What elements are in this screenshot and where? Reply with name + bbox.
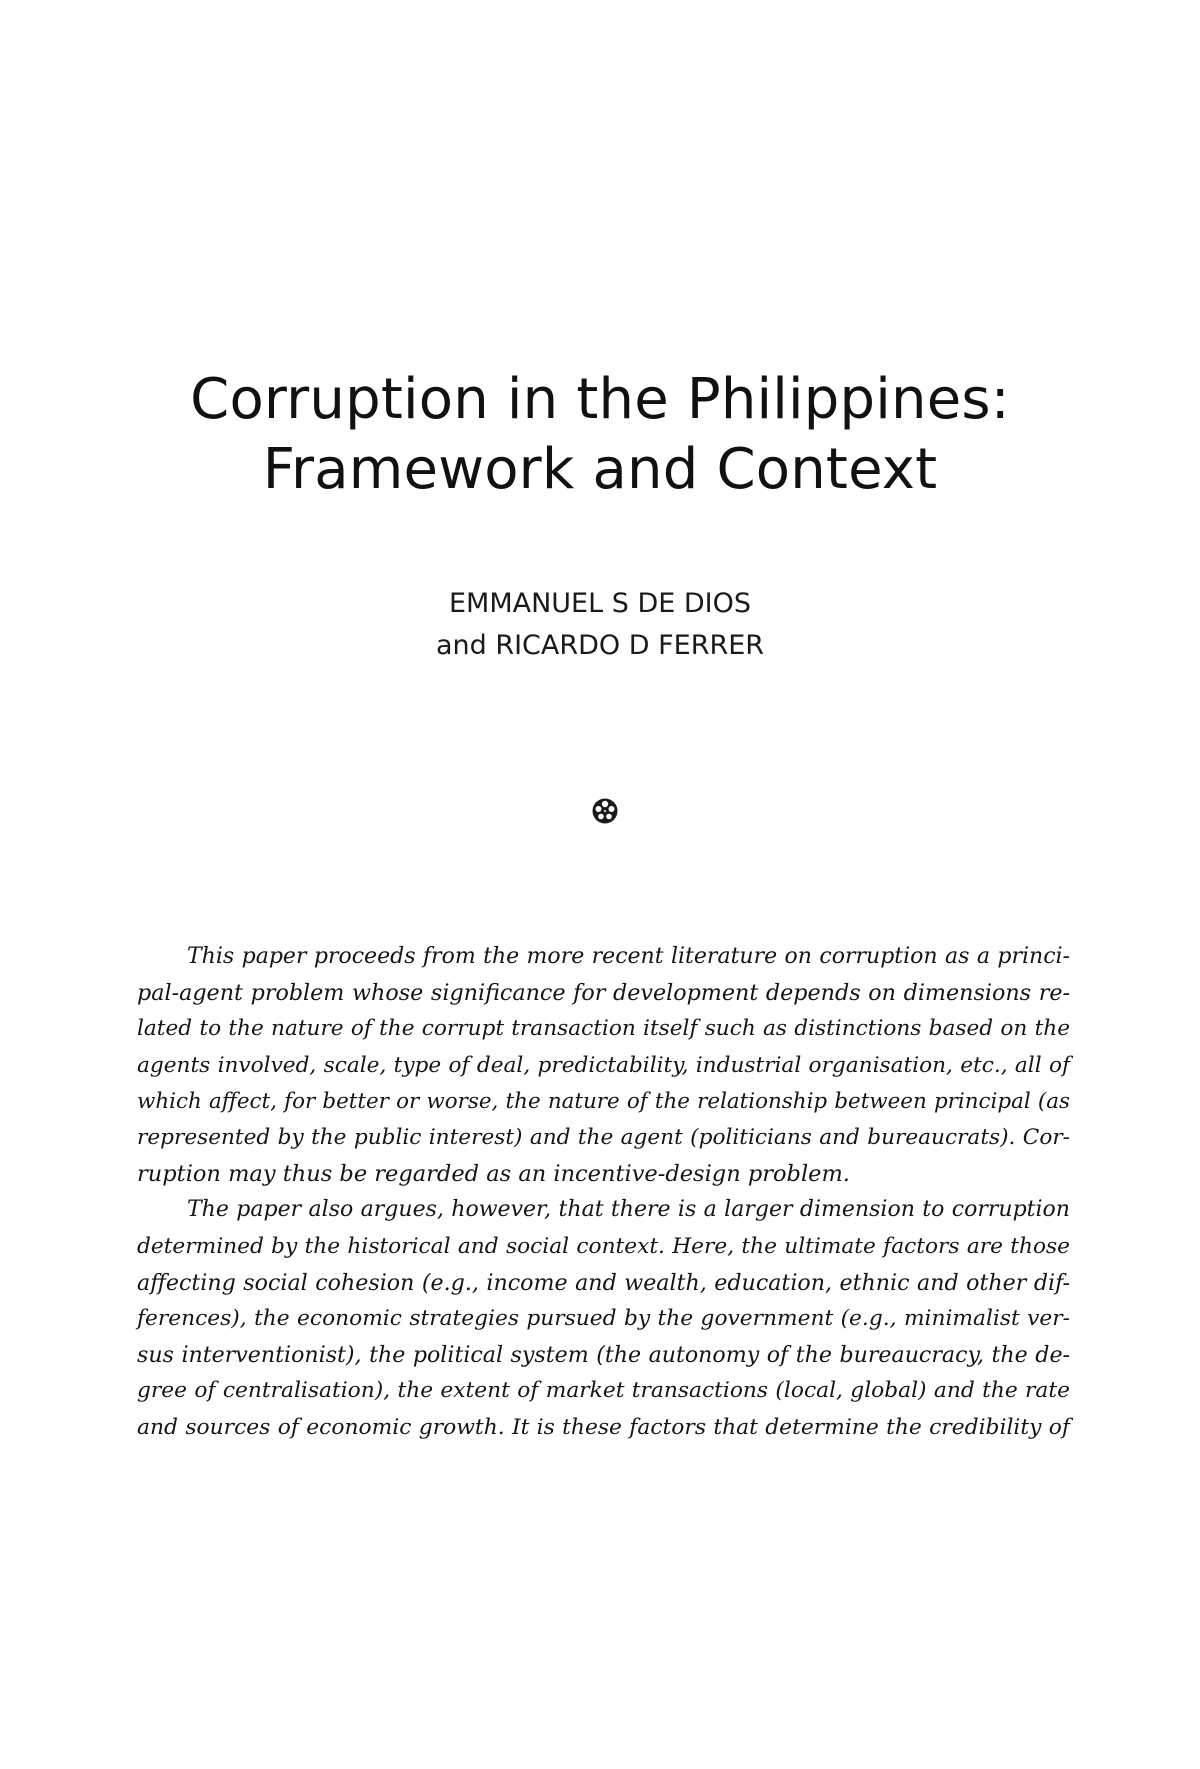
abstract-line: pal-agent problem whose significance for development depends on dimensions re- <box>137 980 1070 1007</box>
abstract-line: The paper also argues, however, that there is a larger dimension to corruption <box>187 1197 1070 1223</box>
abstract-line: determined by the historical and social context. Here, the ultimate factors are those <box>137 1233 1070 1259</box>
author-line-2: and RICARDO D FERRER <box>435 630 765 661</box>
abstract-line: agents involved, scale, type of deal, predictability, industrial organisation, etc., all of <box>137 1052 1070 1078</box>
paper-title <box>0 365 1200 505</box>
title-line-1: Corruption in the Philippines: <box>190 367 1010 432</box>
abstract-line: lated to the nature of the corrupt transaction itself such as distinctions based on the <box>137 1016 1070 1042</box>
fleuron-ornament-icon <box>591 797 619 825</box>
abstract-line: sus interventionist), the political system (the autonomy of the bureaucracy, the de- <box>137 1342 1070 1369</box>
abstract-line: and sources of economic growth. It is these factors that determine the credibility of <box>137 1414 1070 1440</box>
abstract-paragraph-1 <box>137 939 1070 1192</box>
abstract-line: which affect, for better or worse, the nature of the relationship between principal (as <box>137 1088 1070 1114</box>
title-line-2: Framework and Context <box>262 437 938 502</box>
abstract-line: ferences), the economic strategies pursued by the government (e.g., minimalist ver- <box>137 1306 1070 1332</box>
abstract-paragraph-2 <box>137 1192 1070 1445</box>
author-line-1: EMMANUEL S DE DIOS <box>448 588 752 619</box>
abstract-line: gree of centralisation), the extent of market transactions (local, global) and the rate <box>137 1378 1070 1404</box>
abstract-line: This paper proceeds from the more recent literature on corruption as a princi- <box>187 944 1070 969</box>
abstract-line: represented by the public interest) and the agent (politicians and bureaucrats). Cor- <box>137 1125 1070 1151</box>
abstract <box>137 939 1070 1446</box>
author-list <box>0 583 1200 667</box>
abstract-line: ruption may thus be regarded as an incentive-design problem. <box>137 1161 850 1188</box>
abstract-line: affecting social cohesion (e.g., income and wealth, education, ethnic and other dif- <box>137 1269 1070 1296</box>
